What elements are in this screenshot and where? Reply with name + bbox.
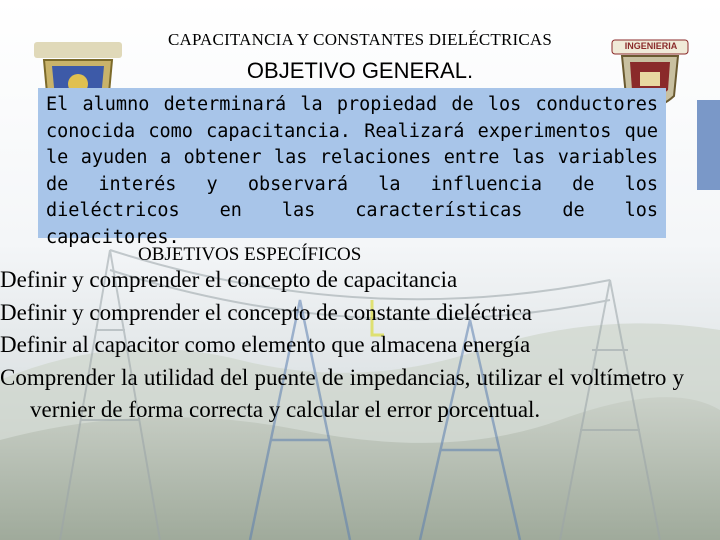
slide-title: CAPACITANCIA Y CONSTANTES DIELÉCTRICAS [167, 30, 553, 49]
list-item: Definir al capacitor como elemento que almacena energía [0, 332, 531, 357]
specific-objectives-title: OBJETIVOS ESPECÍFICOS [138, 244, 362, 265]
slide-subtitle: OBJETIVO GENERAL. [246, 58, 474, 83]
general-objective-text: El alumno determinará la propiedad de los conductores conocida como capacitancia. Realizará experimentos que le ayuden a obtener las relaciones entre las variables de interés y observará la influencia de los dieléctricos en las características de los capacitores. [46, 94, 658, 248]
decorative-side-bar [697, 100, 720, 190]
list-item: Definir y comprender el concepto de constante dieléctrica [0, 299, 532, 325]
list-item: Definir y comprender el concepto de capacitancia [0, 267, 458, 292]
engineering-logo-text: INGENIERIA [624, 41, 678, 51]
list-item: Comprender la utilidad del puente de impedancias, utilizar el voltímetro y vernier de forma correcta y calcular el error porcentual. [0, 364, 684, 422]
specific-objectives-list [0, 264, 684, 427]
general-objective-box [38, 88, 666, 248]
